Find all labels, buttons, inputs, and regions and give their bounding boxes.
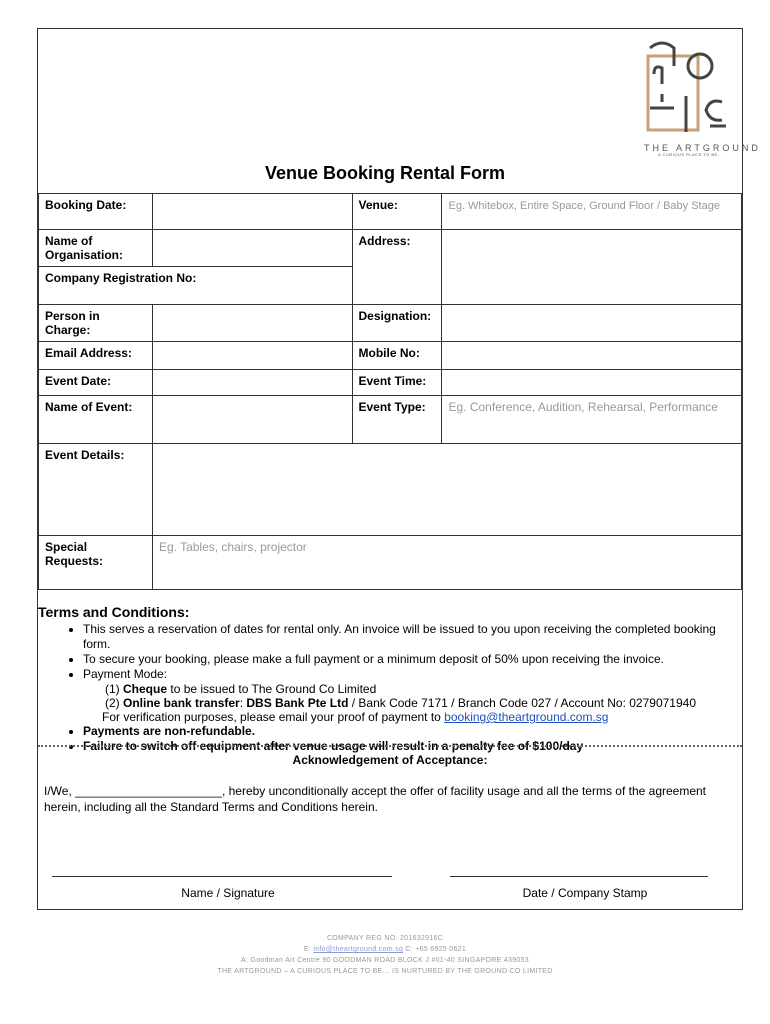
payment-option-number: (2) (105, 696, 120, 710)
form-row (39, 305, 742, 342)
person-in-charge-field[interactable] (152, 305, 352, 342)
cheque-label: Cheque (123, 682, 168, 696)
bank-details: / Bank Code 7171 / Branch Code 027 / Account No: 0279071940 (348, 696, 696, 710)
cheque-text: to be issued to The Ground Co Limited (167, 682, 377, 696)
payment-mode-label: Payment Mode: (83, 667, 168, 681)
form-row (39, 370, 742, 396)
org-name-field[interactable] (152, 230, 352, 267)
artground-logo (640, 36, 761, 157)
footer-phone: C: +65 6925 0621 (403, 946, 467, 953)
designation-label: Designation: (352, 305, 442, 342)
event-details-label: Event Details: (39, 444, 153, 536)
form-row (39, 396, 742, 444)
name-signature-line[interactable] (52, 876, 392, 877)
logo-tagline: A CURIOUS PLACE TO BE... (658, 152, 723, 157)
event-type-field[interactable] (442, 396, 742, 444)
acknowledgement-section (38, 745, 742, 910)
transfer-label: Online bank transfer (123, 696, 240, 710)
footer-email-prefix: E: (303, 946, 314, 953)
terms-item: • This serves a reservation of dates for rental only. An invoice will be issued to you upon receiving the completed booking form. (83, 622, 742, 652)
person-in-charge-label: Person in Charge: (39, 305, 153, 342)
terms-title: Terms and Conditions: (38, 604, 190, 620)
booking-date-label: Booking Date: (39, 194, 153, 230)
event-time-label: Event Time: (352, 370, 442, 396)
company-reg-number: COMPANY REG NO. 201632916C (326, 935, 444, 942)
booking-date-field[interactable] (152, 194, 352, 230)
bank-name: DBS Bank Pte Ltd (246, 696, 349, 710)
page-title: Venue Booking Rental Form (264, 163, 506, 183)
form-row (39, 230, 742, 267)
payment-option-transfer (83, 696, 742, 710)
penalty-note: Failure to switch off equipment after venue usage will result in a penalty fee of $100/day (83, 739, 584, 753)
footer-tagline: THE ARTGROUND – A CURIOUS PLACE TO BE… IS NURTURED BY THE GROUND CO LIMITED (217, 968, 553, 975)
form-row (39, 536, 742, 590)
venue-field[interactable] (442, 194, 742, 230)
event-name-label: Name of Event: (39, 396, 153, 444)
org-name-label: Name of Organisation: (39, 230, 153, 267)
non-refundable-note: Payments are non-refundable. (83, 724, 256, 738)
verification-text: For verification purposes, please email your proof of payment to (102, 710, 445, 724)
special-requests-label: Special Requests: (39, 536, 153, 590)
email-field[interactable] (152, 342, 352, 370)
payment-option-number: (1) (105, 682, 120, 696)
venue-placeholder: Eg. Whitebox, Entire Space, Ground Floor / Baby Stage (448, 200, 720, 212)
footer-contact (0, 944, 770, 955)
verification-note (83, 710, 742, 724)
booking-form-table (38, 193, 742, 590)
address-field[interactable] (442, 230, 742, 305)
logo-wordmark: THE ARTGROUND (644, 143, 761, 153)
booking-email-link[interactable]: booking@theartground.com.sg (444, 710, 609, 724)
terms-section (38, 604, 742, 754)
date-stamp-label: Date / Company Stamp (522, 886, 648, 900)
payment-option-cheque (83, 682, 742, 696)
event-time-field[interactable] (442, 370, 742, 396)
footer-address: A: Goodman Art Centre 90 GOODMAN ROAD BLOCK J #01-40 SINGAPORE 439053 (241, 957, 529, 964)
venue-label: Venue: (352, 194, 442, 230)
address-label: Address: (352, 230, 442, 305)
event-name-field[interactable] (152, 396, 352, 444)
company-reg-label: Company Registration No: (39, 267, 353, 305)
form-row (39, 194, 742, 230)
footer-email-link[interactable]: info@theartground.com.sg (313, 946, 404, 953)
terms-item: • To secure your booking, please make a full payment or a minimum deposit of 50% upon receiving the invoice. (83, 652, 742, 667)
transfer-colon: : (239, 696, 247, 710)
date-stamp-line[interactable] (450, 876, 708, 877)
event-type-label: Event Type: (352, 396, 442, 444)
acknowledgement-body: I/We, ______________________, hereby unconditionally accept the offer of facility usage and all the terms of the agreement herein, including all the Standard Terms and Conditions herein. (44, 784, 707, 814)
page-footer (0, 933, 770, 977)
form-row (39, 342, 742, 370)
event-date-field[interactable] (152, 370, 352, 396)
name-signature-label: Name / Signature (181, 886, 275, 900)
mobile-label: Mobile No: (352, 342, 442, 370)
artground-logo-icon (640, 36, 732, 141)
special-requests-field[interactable] (152, 536, 741, 590)
form-row (39, 444, 742, 536)
special-requests-placeholder: Eg. Tables, chairs, projector (158, 540, 307, 554)
designation-field[interactable] (442, 305, 742, 342)
acknowledgement-title: Acknowledgement of Acceptance: (292, 753, 488, 767)
email-label: Email Address: (39, 342, 153, 370)
event-type-placeholder: Eg. Conference, Audition, Rehearsal, Performance (448, 400, 718, 414)
terms-list (38, 622, 742, 754)
event-date-label: Event Date: (39, 370, 153, 396)
event-details-field[interactable] (152, 444, 741, 536)
terms-item (83, 724, 742, 739)
mobile-field[interactable] (442, 342, 742, 370)
terms-item-payment-mode (83, 667, 742, 724)
